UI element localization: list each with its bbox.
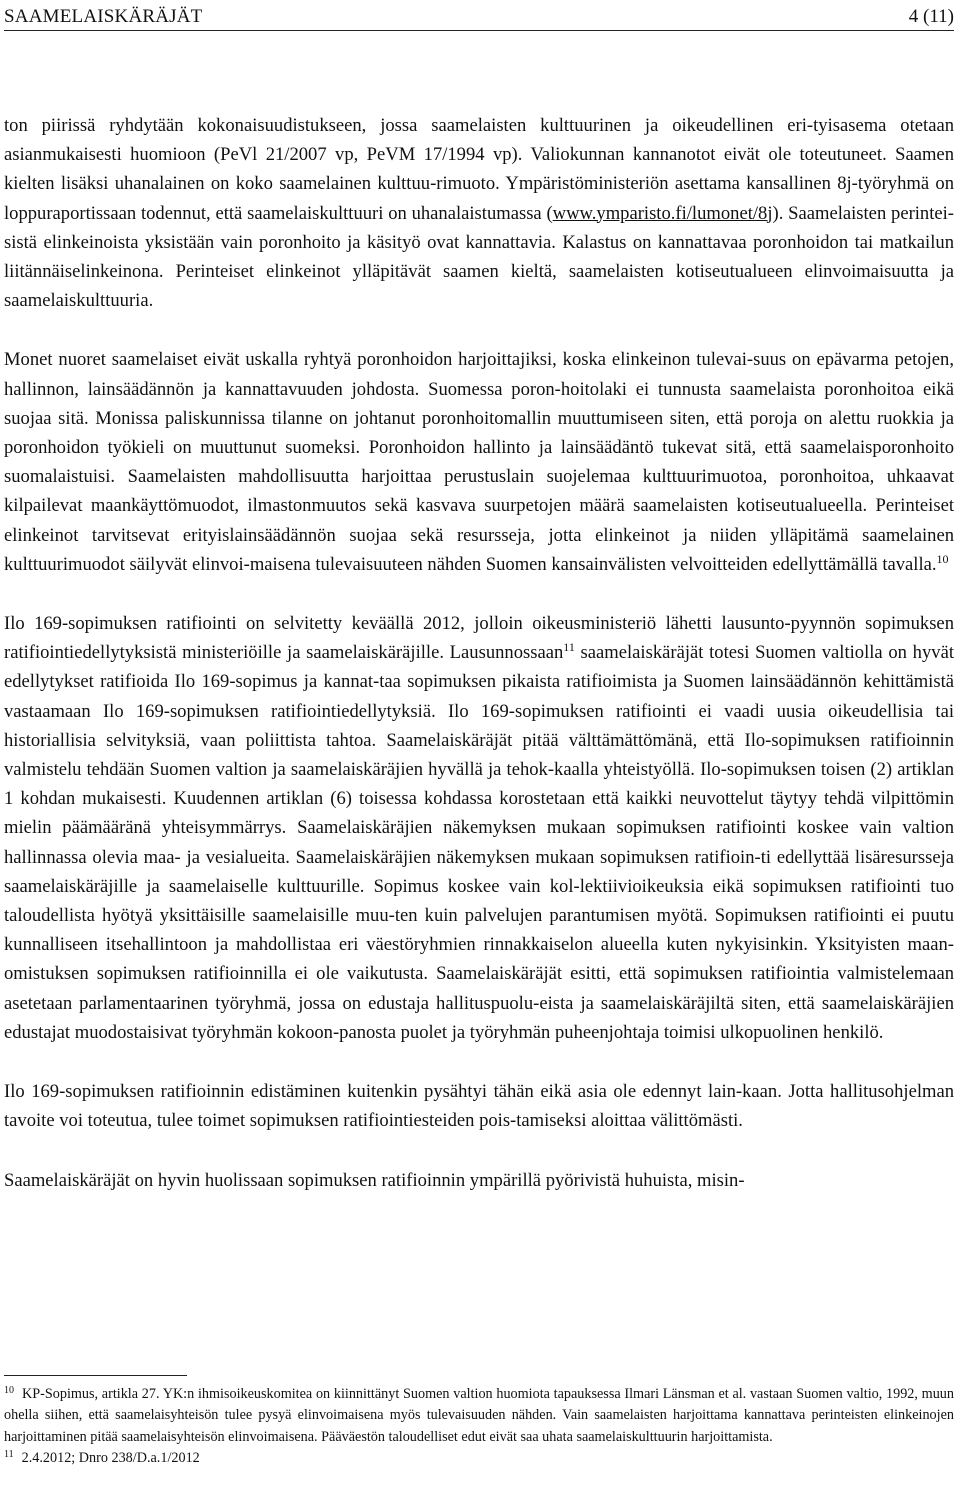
footnote-10-text: KP-Sopimus, artikla 27. YK:n ihmisoikeuskomitea on kiinnittänyt Suomen valtion huomiota tapauksessa Ilmari Länsman et al. vastaan Suomen valtio, 1992, muun ohella siihen, että saamelaisyhteisön tulee pysyä elinvoimaisena myös tulevaisuuden nähden. Vain saamelaisten harjoittama kannattava perinteisten elinkeinojen harjoittaminen pitää saamelaisyhteisön elinvoimaisena. Pääväestön taloudelliset edut eivät saa uhata saamelaiskulttuurin harjoittamista. — [4, 1386, 954, 1445]
footnotes — [4, 1384, 954, 1469]
footnote-11-text: 2.4.2012; Dnro 238/D.a.1/2012 — [21, 1449, 200, 1466]
organization-title: SAAMELAISKÄRÄJÄT — [4, 6, 203, 27]
paragraph-3-text-a: Ilo 169-sopimuksen ratifiointi on selvitetty keväällä 2012, jolloin oikeusministeriö lähetti lausunto-pyynnön sopimuksen ratifiointiedellytyksistä ministeriöille ja saamelaiskäräjille. Lausunnossaan — [4, 613, 954, 664]
footnote-ref-10: 10 — [936, 551, 949, 566]
paragraph-3-text-b: saamelaiskäräjät totesi Suomen valtiolla on hyvät edellytykset ratifioida Ilo 169-sopimus ja kannat-taa sopimuksen pikaista ratifioimista ja Suomen lainsäädännön kehittämistä vastaamaan Ilo 169-sopimuksen ratifiointiedellytyksiä. Ilo 169-sopimuksen ratifiointi ei vaadi uusia oikeudellisia tai historiallisia selvityksiä, vaan poliittista tahtoa. Saamelaiskäräjät pitää välttämättömänä, että Ilo-sopimuksen ratifioinnin valmistelu tehdään Suomen valtion ja saamelaiskäräjien hyvällä ja tehok-kaalla yhteistyöllä. Ilo-sopimuksen toisen (2) artiklan 1 kohdan mukaisesti. Kuudennen artiklan (6) toisessa kohdassa korostetaan että kaikki neuvottelut täytyy tehdä vilpittömin mielin päämääränä yhteisymmärrys. Saamelaiskäräjien näkemyksen mukaan sopimuksen ratifiointi koskee vain valtion hallinnassa olevia maa- ja vesialueita. Saamelaiskäräjien näkemyksen mukaan sopimuksen ratifioin-ti edellyttää lisäresursseja saamelaiskäräjille ja saamelaiselle kulttuurille. Sopimus koskee vain kol-lektiivioikeuksia eikä sopimuksen ratifiointi tuo taloudellista hyötyä yksittäisille saamelaisille muu-ten kuin palvelujen parantumisen myötä. Sopimuksen ratifiointi ei puutu kunnalliseen itsehallintoon ja mahdollistaa eri väestöryhmien rinnakkaiselon alueella kuten nykyisinkin. Yksityisten maan-omistuksen sopimuksen ratifioinnilla ei ole vaikutusta. Saamelaiskäräjät esitti, että sopimuksen ratifiointia valmistelemaan asetetaan parlamentaarinen työryhmä, jossa on edustaja hallituspuolu-eista ja saamelaiskäräjiltä siten, että saamelaiskäräjien edustajat muodostaisivat työryhmän kokoon-panosta puolet ja työryhmän puheenjohtaja toimisi ulkopuolinen henkilö. — [4, 642, 954, 1043]
paragraph-5-text: Saamelaiskäräjät on hyvin huolissaan sopimuksen ratifioinnin ympärillä pyörivistä huhuista, misin- — [4, 1169, 745, 1191]
page-header — [4, 4, 954, 31]
paragraph-1-text-a: ton piirissä ryhdytään kokonaisuudistukseen, jossa saamelaisten kulttuurinen ja oikeudellinen eri-tyisasema otetaan asianmukaisesti huomioon (PeVl 21/2007 vp, PeVM 17/1994 vp). Valiokunnan kannanotot eivät ole toteutuneet. Saamen kielten lisäksi uhanalainen on koko saamelainen kulttuu-rimuoto. Ympäristöministeriön asettama kansallinen 8j-työryhmä on loppuraportissaan todennut, että saamelaiskulttuuri on uhanalaistumassa ( — [4, 115, 954, 224]
paragraph-1 — [4, 111, 954, 315]
paragraph-2-text: Monet nuoret saamelaiset eivät uskalla ryhtyä poronhoidon harjoittajiksi, koska elinkeinon tulevai-suus on epävarma petojen, hallinnon, lainsäädännön ja kannattavuuden johdosta. Suomessa poron-hoitolaki ei tunnusta saamelaista poronhoitoa eikä suojaa sitä. Monissa paliskunnissa tilanne on johtanut poronhoitomallin muuttumiseen siten, että poroja on alettu ruokkia ja poronhoidon työkieli on muuttunut suomeksi. Poronhoidon hallinto ja lainsäädäntö tukevat sitä, että saamelaisporonhoito suomalaistuisi. Saamelaisten mahdollisuutta harjoittaa perustuslain suojelemaa kulttuurimuotoa, poronhoitoa, uhkaavat kilpailevat maankäyttömuodot, ilmastonmuutos sekä kasvava suurpetojen määrä saamelaisten kotiseutualueella. Perinteiset elinkeinot tarvitsevat erityislainsäädännön suojaa sekä resursseja, jotta elinkeinot ja niiden ylläpitämä saamelainen kulttuurimuodot säilyvät elinvoi-maisena tulevaisuuteen nähden Suomen kansainvälisten velvoitteiden edellyttämällä tavalla. — [4, 349, 954, 575]
paragraph-3 — [4, 609, 954, 1047]
paragraph-4 — [4, 1077, 954, 1135]
paragraph-1-text-b: ). Saamelaisten perintei-sistä elinkeinoista yksistään vain poronhoito ja käsityö ovat kannattavia. Kalastus on kannattavaa poronhoidon tai matkailun liitännäiselinkeinona. Perinteiset elinkeinot ylläpitävät saamen kieltä, saamelaisten kotiseutualueen elinvoimaisuutta ja saamelaiskulttuuria. — [4, 202, 954, 312]
footnote-11 — [4, 1448, 954, 1469]
body-text — [4, 111, 954, 1225]
paragraph-4-text: Ilo 169-sopimuksen ratifioinnin edistäminen kuitenkin pysähtyi tähän eikä asia ole edennyt lain-kaan. Jotta hallitusohjelman tavoite voi toteutua, tulee toimet sopimuksen ratifiointiesteiden pois-tamiseksi aloittaa välittömästi. — [4, 1081, 954, 1132]
footnote-ref-11: 11 — [563, 640, 575, 655]
footnote-10 — [4, 1384, 954, 1448]
footnote-marker-10: 10 — [4, 1385, 14, 1396]
page-number: 4 (11) — [908, 6, 954, 27]
paragraph-2 — [4, 345, 954, 579]
footnote-divider — [4, 1375, 187, 1376]
paragraph-5 — [4, 1166, 954, 1195]
ymparisto-link[interactable]: www.ymparisto.fi/lumonet/8j — [552, 202, 773, 224]
footnote-marker-11: 11 — [4, 1448, 14, 1460]
